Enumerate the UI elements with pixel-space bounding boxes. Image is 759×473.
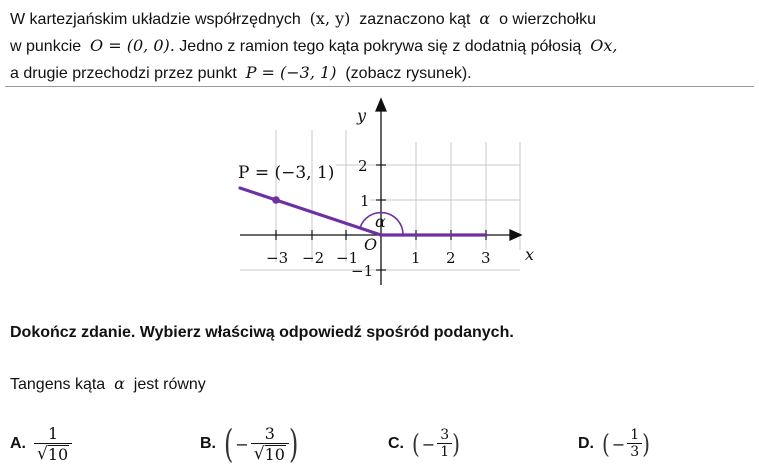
- option-a[interactable]: [10, 420, 72, 468]
- y-tick-label: −1: [351, 262, 374, 280]
- denominator: 3: [627, 443, 642, 460]
- math-alpha: α: [479, 9, 491, 28]
- minus-sign: −: [235, 434, 249, 454]
- numerator: 3: [440, 427, 450, 443]
- x-axis-label: x: [525, 245, 535, 264]
- numerator: 3: [264, 424, 275, 443]
- y-tick-label: 1: [360, 192, 370, 210]
- point-p-marker: [272, 196, 280, 204]
- fraction: [251, 425, 289, 463]
- intro-line-1: W kartezjańskim układzie współrzędnych (x, y) zaznaczono kąt α o wierzchołku: [10, 9, 596, 28]
- instruction: Dokończ zdanie. Wybierz właściwą odpowiedź spośród podanych.: [10, 324, 514, 341]
- numerator: 1: [630, 427, 640, 443]
- x-tick-label: −3: [266, 249, 289, 267]
- option-b[interactable]: [200, 420, 298, 468]
- separator-line: [5, 86, 754, 87]
- math-point-p: P = (−3, 1): [245, 63, 337, 82]
- minus-sign: −: [611, 434, 626, 454]
- math-alpha: α: [114, 374, 125, 393]
- angle-label: α: [375, 212, 386, 231]
- right-paren: ): [288, 421, 299, 467]
- denominator: [251, 443, 289, 463]
- left-paren: (: [602, 428, 610, 460]
- point-p-label: P = (−3, 1): [238, 163, 335, 183]
- intro-line-2: w punkcie O = (0, 0). Jedno z ramion tego kąta pokrywa się z dodatnią półosią Ox,: [10, 36, 618, 55]
- math-origin: O = (0, 0).: [90, 36, 175, 55]
- left-paren: (: [412, 428, 420, 460]
- x-tick-labels: [266, 249, 491, 267]
- coordinate-figure: [0, 90, 759, 290]
- right-paren: ): [642, 428, 650, 460]
- fraction: [437, 428, 452, 460]
- option-letter: B.: [200, 435, 216, 452]
- x-tick-label: 3: [481, 249, 491, 267]
- x-tick-label: −2: [302, 249, 325, 267]
- square-root: √ 10: [37, 444, 69, 464]
- y-tick-label: 2: [358, 157, 368, 175]
- task-intro: [10, 6, 617, 87]
- x-tick-label: −1: [336, 249, 359, 267]
- minus-sign: −: [421, 434, 436, 454]
- square-root: √ 10: [253, 444, 285, 464]
- option-c[interactable]: [388, 420, 460, 468]
- math-xy: (x, y): [309, 9, 351, 28]
- y-tick-labels: [351, 157, 373, 280]
- denominator: [34, 443, 72, 463]
- option-d[interactable]: [578, 420, 650, 468]
- fraction: [627, 428, 642, 460]
- x-tick-label: 1: [411, 249, 421, 267]
- y-axis-label: y: [357, 106, 367, 125]
- right-paren: ): [452, 428, 460, 460]
- option-letter: C.: [388, 435, 404, 452]
- origin-label: O: [364, 235, 378, 254]
- option-letter: D.: [578, 435, 594, 452]
- math-ox: Ox,: [590, 36, 618, 55]
- intro-line-3: a drugie przechodzi przez punkt P = (−3, 1) (zobacz rysunek).: [10, 63, 472, 82]
- option-letter: A.: [10, 435, 26, 452]
- fraction: [34, 425, 72, 463]
- question-text: Tangens kąta α jest równy: [10, 374, 206, 393]
- numerator: 1: [48, 424, 59, 443]
- left-paren: (: [224, 421, 234, 467]
- denominator: 1: [437, 443, 452, 460]
- x-tick-label: 2: [446, 249, 456, 267]
